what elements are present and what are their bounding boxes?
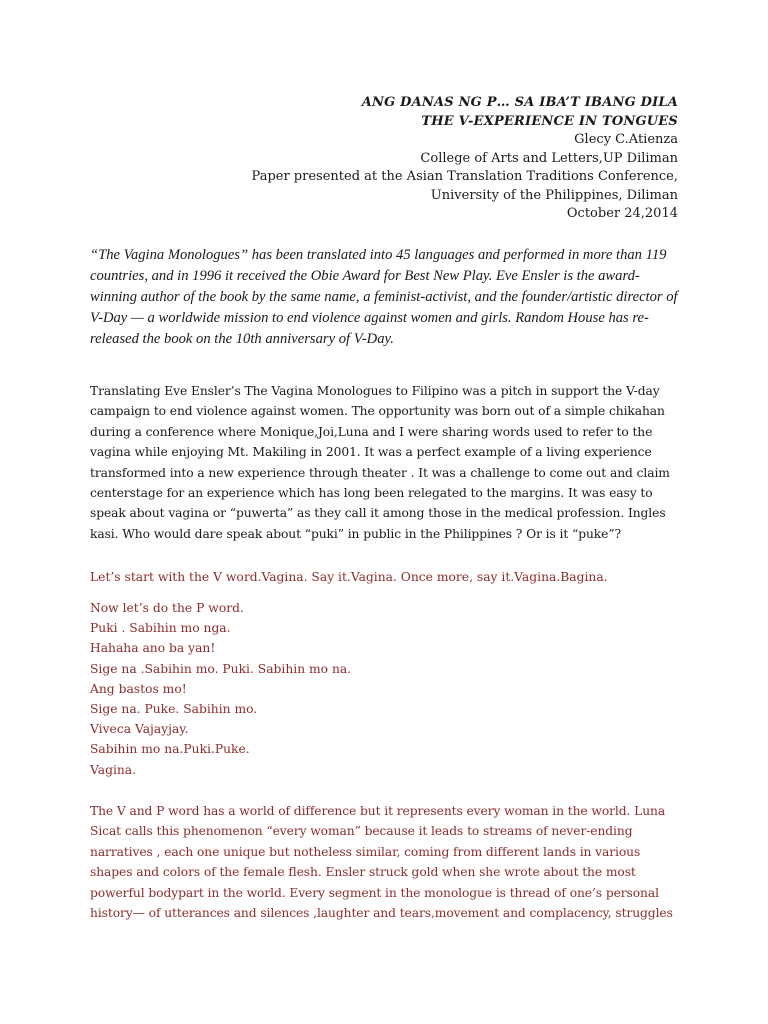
presentation-date: October 24,2014 [566, 206, 678, 221]
stanza-line: Sige na. Puke. Sabihin mo. [90, 702, 258, 717]
v-word-line: Let’s start with the V word.Vagina. Say it.Vagina. Once more, say it.Vagina.Bagina. [90, 570, 608, 584]
stanza-line: Ang bastos mo! [90, 681, 187, 696]
stanza-line: Viveca Vajayjay. [90, 722, 189, 737]
stanza-line: Hahaha ano ba yan! [90, 641, 216, 656]
p-word-stanza [90, 598, 690, 780]
venue-line-1: Paper presented at the Asian Translation Traditions Conference, [251, 169, 678, 184]
body-paragraph-1: Translating Eve Ensler’s The Vagina Monologues to Filipino was a pitch in support the V-day campaign to end violence against women. The opportunity was born out of a simple chikahan during a conference where Monique,Joi,Luna and I were sharing words used to refer to the vagina while enjoying Mt. Makiling in 2001. It was a perfect example of a living experience transformed into a new experience through theater . It was a challenge to come out and claim centerstage for an experience which has long been relegated to the margins. It was easy to speak about vagina or “puwerta” as they call it among those in the medical profession. Ingles kasi. Who would dare speak about “puki” in public in the Philippines ? Or is it “puke”? [90, 384, 670, 541]
title-tagalog: ANG DANAS NG P… SA IBA’T IBANG DILA [361, 95, 678, 110]
title-english: THE V-EXPERIENCE IN TONGUES [421, 113, 678, 129]
stanza-line: Sige na .Sabihin mo. Puki. Sabihin mo na. [90, 661, 352, 676]
abstract-paragraph: “The Vagina Monologues” has been translated into 45 languages and performed in more than 119 countries, and in 1996 it received the Obie Award for Best New Play. Eve Ensler is the award-winning author of the book by the same name, a feminist-activist, and the founder/artistic director of V-Day — a worldwide mission to end violence against women and girls. Random House has re-released the book on the 10th anniversary of V-Day. [90, 247, 678, 347]
author-name: Glecy C.Atienza [574, 132, 678, 147]
venue-line-2: University of the Philippines, Diliman [430, 187, 678, 203]
author-affiliation: College of Arts and Letters,UP Diliman [420, 150, 678, 166]
stanza-line: Puki . Sabihin mo nga. [90, 621, 231, 636]
stanza-line: Vagina. [90, 762, 137, 777]
stanza-line: Now let’s do the P word. [90, 601, 244, 615]
closing-paragraph: The V and P word has a world of difference but it represents every woman in the world. Luna Sicat calls this phenomenon “every woman” because it leads to streams of never-ending narratives , each one unique but notheless similar, coming from different lands in various shapes and colors of the female flesh. Ensler struck gold when she wrote about the most powerful bodypart in the world. Every segment in the monologue is thread of one’s personal history— of utterances and silences ,laughter and tears,movement and complacency, struggles [90, 804, 673, 921]
paper-header [178, 94, 678, 224]
stanza-line: Sabihin mo na.Puki.Puke. [90, 742, 250, 757]
